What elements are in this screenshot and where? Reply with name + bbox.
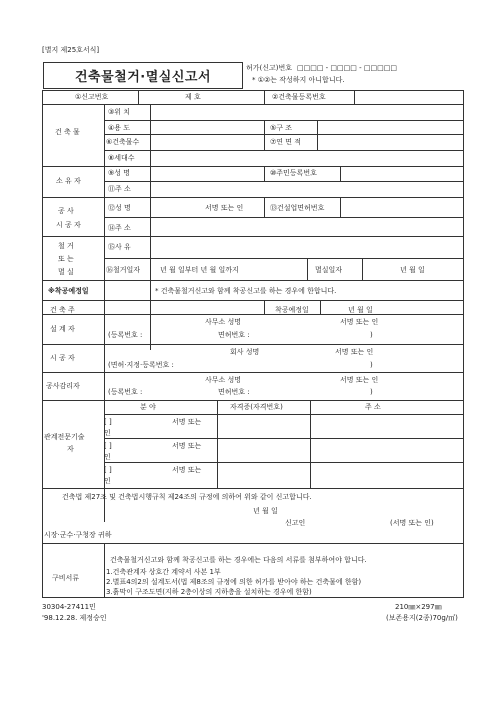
contractor-sign: 서명 또는 인 (205, 204, 244, 212)
expert-row-3-in: 인 (104, 477, 111, 485)
construction-header: ※착공예정일 (48, 287, 89, 295)
demolish-label-2: 또 는 (58, 255, 74, 263)
designer-office: 사무소 성명 (205, 318, 242, 326)
use-label: ④용 도 (108, 124, 131, 132)
documents-item-2: 2.별표4의2의 설계도서(법 제8조의 규정에 의한 허가를 받아야 하는 건축물에 한함) (106, 578, 362, 586)
demolish-label-3: 멸 실 (58, 268, 74, 276)
supervisor-license: 면허번호 : (218, 388, 250, 396)
demolish-date-label: ⑯철거일자 (106, 266, 141, 274)
owner-name-label: ⑨성 명 (108, 169, 131, 177)
experts-col-cert: 자격증(자격번호) (230, 403, 283, 411)
start-date-label: 착공예정일 (275, 306, 309, 314)
declaration-text: 건축법 제27조 및 건축법시행규칙 제24조의 규정에 의하여 위와 같이 신고합니다. (62, 493, 312, 501)
owner-type-label: 건 축 주 (50, 306, 75, 314)
start-date-value: 년 월 일 (348, 306, 373, 314)
register-no-label: ②건축물등록번호 (272, 93, 326, 101)
footer-approval: '98.12.28. 제정승인 (42, 614, 107, 622)
contractor-label-1: 공 사 (58, 207, 74, 215)
construction-note: * 건축물철거신고와 함께 착공신고를 하는 경우에 한합니다. (155, 287, 337, 295)
structure-label: ⑤구 조 (270, 124, 293, 132)
supervisor-reg: (등록번호 : (108, 388, 143, 396)
experts-col-field: 분 야 (140, 403, 156, 411)
designer-reg: (등록번호 : (108, 331, 143, 339)
documents-intro: 건축물철거신고와 함께 착공신고를 하는 경우에는 다음의 서류를 첨부하여야 합니다. (110, 556, 367, 564)
area-label: ⑦연 면 적 (270, 138, 302, 146)
documents-item-1: 1.건축관계자 상호간 계약서 사본 1부 (106, 568, 221, 576)
builder-label: 시 공 자 (50, 354, 75, 362)
supervisor-close: ) (370, 388, 373, 396)
designer-sign: 서명 또는 인 (340, 318, 379, 326)
households-label: ⑧세대수 (108, 154, 135, 162)
building-label: 건 축 물 (55, 128, 80, 136)
expert-row-2-bracket: [ ] (104, 442, 112, 450)
count-label: ⑥건축물수 (106, 138, 140, 146)
owner-address-label: ⑪주 소 (108, 185, 131, 193)
footer-paper: (보존용지(2종)70g/㎡) (386, 614, 458, 622)
supervisor-sign: 서명 또는 인 (340, 376, 379, 384)
builder-sign: 서명 또는 인 (335, 348, 374, 356)
recipient: 시장·군수·구청장 귀하 (44, 531, 112, 539)
experts-col-address: 주 소 (365, 403, 381, 411)
declaration-date: 년 월 일 (253, 507, 278, 515)
report-ho-label: 제 호 (185, 93, 201, 101)
header-note: * ①②는 작성하지 아니합니다. (252, 76, 345, 84)
reporter-label: 신고인 (285, 519, 306, 527)
loss-date-value: 년 월 일 (400, 266, 425, 274)
experts-label-2: 자 (67, 445, 74, 453)
builder-license: (면허·지정·등록번호 : (108, 361, 174, 369)
builder-company: 회사 성명 (230, 348, 260, 356)
expert-row-2-in: 인 (104, 453, 111, 461)
permit-number-boxes: □□□□ - □□□□ - □□□□□ (297, 64, 397, 72)
reporter-sign: (서명 또는 인) (390, 519, 434, 527)
contractor-label-2: 시 공 자 (56, 221, 81, 229)
expert-row-1-sign: 서명 또는 (172, 418, 202, 426)
demolish-reason-label: ⑮사 유 (108, 243, 131, 251)
supervisor-office: 사무소 성명 (205, 376, 242, 384)
experts-label-1: 관계전문기술 (44, 433, 85, 441)
loss-date-label: 멸실일자 (315, 266, 343, 274)
expert-row-1-in: 인 (104, 429, 111, 437)
expert-row-2-sign: 서명 또는 (172, 442, 202, 450)
builder-close: ) (370, 361, 373, 369)
designer-close: ) (370, 331, 373, 339)
demolish-date-value: 년 월 일부터 년 월 일까지 (160, 266, 239, 274)
documents-label: 구비서류 (52, 574, 80, 582)
designer-license: 면허번호 : (218, 331, 250, 339)
page-title: 건축물철거·멸실신고서 (43, 62, 243, 89)
documents-item-3: 3.흙막이 구조도면(지하 2층이상의 지하층을 설치하는 경우에 한함) (106, 588, 312, 596)
expert-row-1-bracket: [ ] (104, 418, 112, 426)
demolish-label-1: 철 거 (58, 242, 74, 250)
contractor-license-label: ⑬건설업면허번호 (270, 204, 325, 212)
contractor-name-label: ⑫성 명 (108, 204, 131, 212)
expert-row-3-bracket: [ ] (104, 466, 112, 474)
expert-row-3-sign: 서명 또는 (172, 466, 202, 474)
owner-rrn-label: ⑩주민등록번호 (270, 169, 317, 177)
designer-label: 설 계 자 (50, 325, 75, 333)
footer-size: 210㎜×297㎜ (395, 603, 442, 611)
footer-code: 30304-27411민 (42, 603, 96, 611)
permit-number-label: 허가(신고)번호 (246, 64, 293, 72)
report-no-label: ①신고번호 (75, 93, 109, 101)
owner-label: 소 유 자 (56, 177, 81, 185)
contractor-address-label: ⑭주 소 (108, 224, 131, 232)
form-number: [별지 제25호서식] (42, 46, 100, 54)
location-label: ③위 치 (108, 108, 131, 116)
supervisor-label: 공사감리자 (46, 382, 80, 390)
